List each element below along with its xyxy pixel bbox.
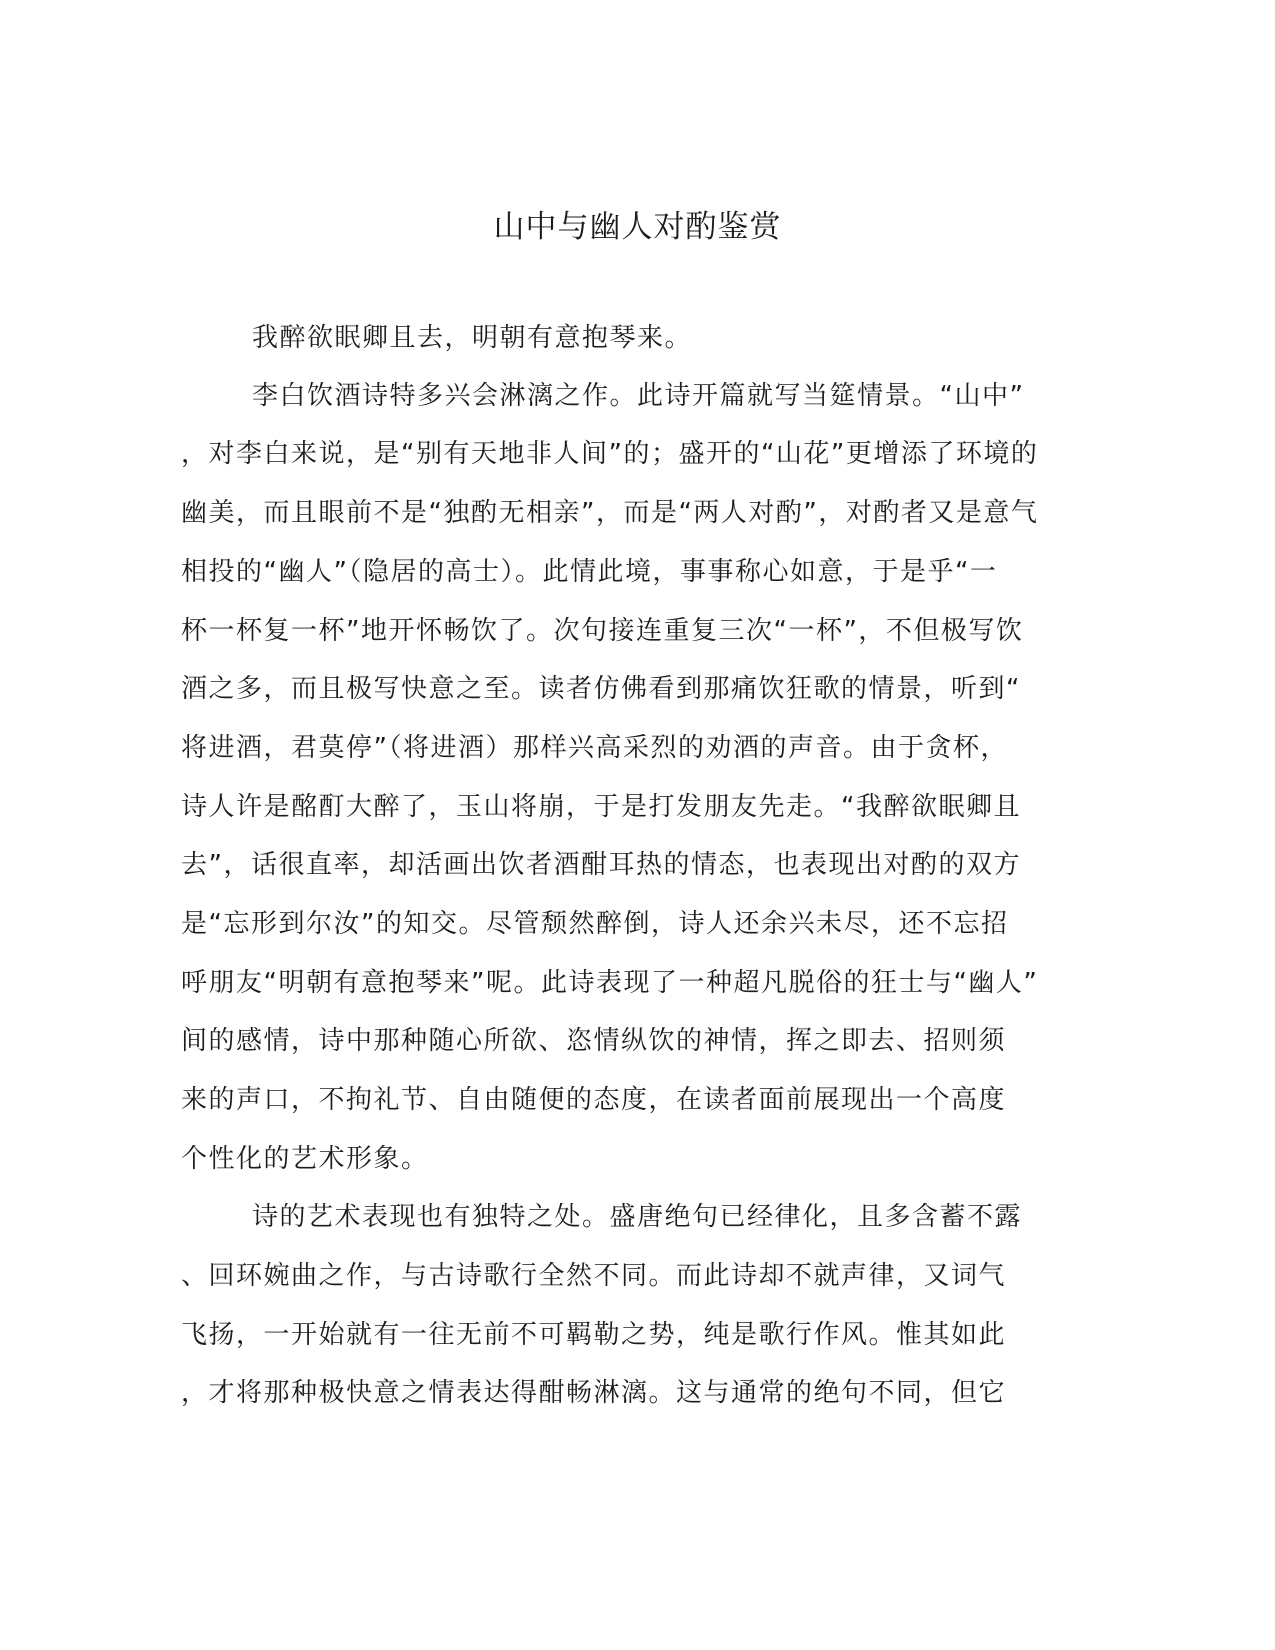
body-line: 诗的艺术表现也有独特之处。盛唐绝句已经律化，且多含蓄不露 [252, 1202, 1023, 1232]
body-line: 呼朋友“明朝有意抱琴来”呢。此诗表现了一种超凡脱俗的狂士与“幽人” [181, 968, 1039, 998]
body-line: 间的感情，诗中那种随心所欲、恣情纵饮的神情，挥之即去、招则须 [181, 1026, 1007, 1056]
body-line: 个性化的艺术形象。 [181, 1144, 429, 1174]
body-line: 、回环婉曲之作，与古诗歌行全然不同。而此诗却不就声律，又词气 [181, 1261, 1007, 1291]
body-line: 相投的“幽人”（隐居的高士）。此情此境，事事称心如意，于是乎“一 [181, 557, 998, 587]
body-line: ，才将那种极快意之情表达得酣畅淋漓。这与通常的绝句不同，但它 [181, 1378, 1007, 1408]
body-line: 我醉欲眠卿且去，明朝有意抱琴来。 [252, 323, 693, 353]
body-line: 来的声口，不拘礼节、自由随便的态度，在读者面前展现出一个高度 [181, 1085, 1007, 1115]
body-line: 去”，话很直率，却活画出饮者酒酣耳热的情态，也表现出对酌的双方 [181, 850, 1021, 880]
body-line: 是“忘形到尔汝”的知交。尽管颓然醉倒，诗人还余兴未尽，还不忘招 [181, 909, 1009, 939]
body-line: 李白饮酒诗特多兴会淋漓之作。此诗开篇就写当筵情景。“山中” [252, 381, 1025, 411]
body-line: 将进酒，君莫停”（将进酒）那样兴高采烈的劝酒的声音。由于贪杯， [181, 733, 1008, 763]
document-title: 山中与幽人对酌鉴赏 [493, 209, 782, 245]
body-line: 飞扬，一开始就有一往无前不可羁勒之势，纯是歌行作风。惟其如此 [181, 1320, 1007, 1350]
body-line: 幽美，而且眼前不是“独酌无相亲”，而是“两人对酌”，对酌者又是意气 [181, 498, 1039, 528]
body-line: 杯一杯复一杯”地开怀畅饮了。次句接连重复三次“一杯”，不但极写饮 [181, 616, 1024, 646]
body-line: 诗人许是酩酊大醉了，玉山将崩，于是打发朋友先走。“我醉欲眠卿且 [181, 792, 1021, 822]
body-line: 酒之多，而且极写快意之至。读者仿佛看到那痛饮狂歌的情景，听到“ [181, 674, 1021, 704]
body-line: ，对李白来说，是“别有天地非人间”的；盛开的“山花”更增添了环境的 [181, 439, 1039, 469]
